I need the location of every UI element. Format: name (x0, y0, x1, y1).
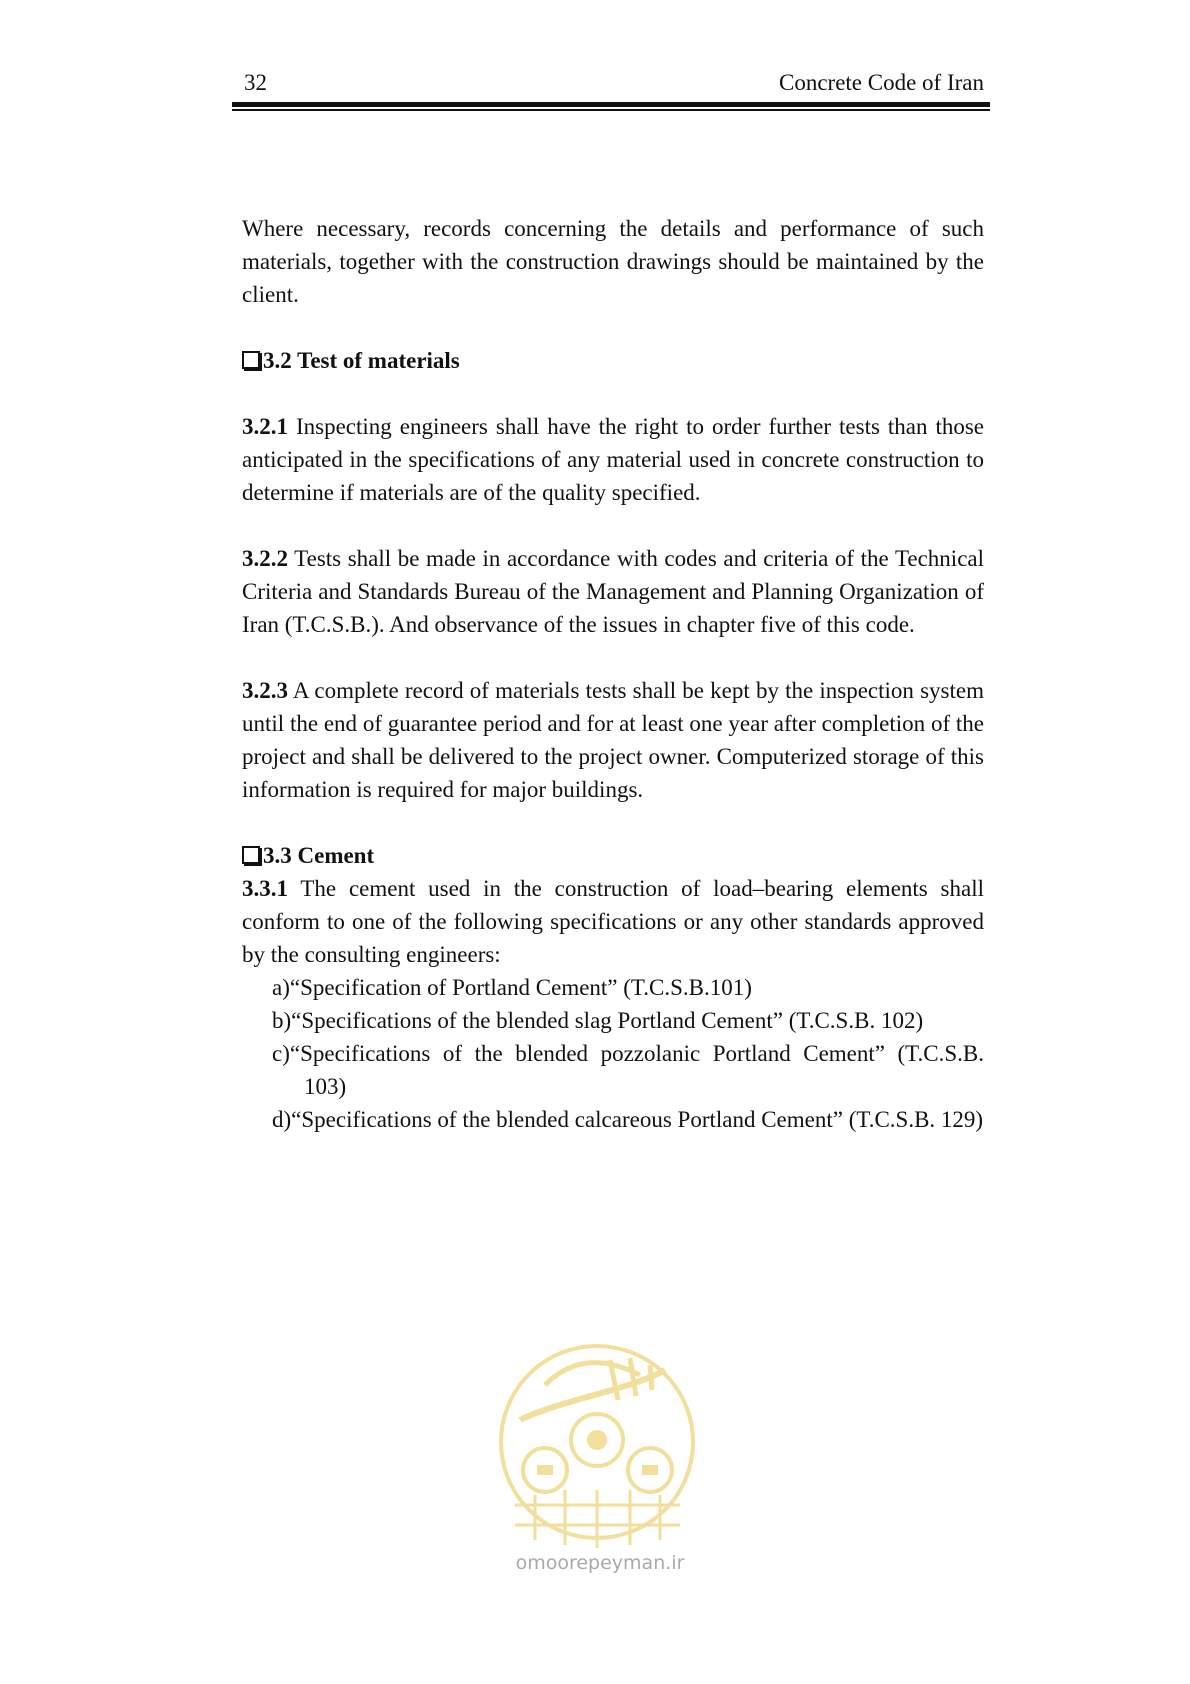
clause-number: 3.2.3 (242, 678, 288, 703)
header-rule-thin (232, 109, 990, 111)
paragraph-3-3-1 (242, 872, 984, 971)
list-item: b)“Specifications of the blended slag Portland Cement” (T.C.S.B. 102) (272, 1008, 924, 1033)
running-title: Concrete Code of Iran (778, 70, 984, 95)
page-number: 32 (244, 70, 267, 95)
list-item: a)“Specification of Portland Cement” (T.C.S.B.101) (272, 975, 752, 1000)
page-header (232, 70, 990, 98)
watermark-seal-icon (490, 1330, 705, 1560)
paragraph-3-2-3 (242, 674, 984, 806)
checkbox-square-icon (242, 846, 260, 864)
intro-paragraph: Where necessary, records concerning the details and performance of such materials, together with the construction drawings should be maintained by the client. (242, 216, 984, 307)
clause-text: Inspecting engineers shall have the right to order further tests than those anticipated in the specifications of any material used in concrete construction to determine if materials are of the quality specified. (242, 414, 984, 505)
clause-text: A complete record of materials tests shall be kept by the inspection system until the end of guarantee period and for at least one year after completion of the project and shall be delivered to the project owner. Computerized storage of this information is required for major buildings. (242, 678, 984, 802)
clause-number: 3.2.2 (242, 546, 288, 571)
section-heading-3-2 (242, 344, 984, 377)
clause-text: Tests shall be made in accordance with codes and criteria of the Technical Criteria and Standards Bureau of the Management and Planning Organization of Iran (T.C.S.B.). And observance of the issues in chapter five of this code. (242, 546, 984, 637)
paragraph-3-2-1 (242, 410, 984, 509)
clause-number: 3.3.1 (242, 876, 288, 901)
section-heading-3-3 (242, 839, 984, 872)
list-item: d)“Specifications of the blended calcareous Portland Cement” (T.C.S.B. 129) (272, 1107, 984, 1132)
section-title: 3.2 Test of materials (263, 348, 460, 373)
clause-text: The cement used in the construction of load–bearing elements shall conform to one of the following specifications or any other standards approved by the consulting engineers: (242, 876, 984, 967)
clause-number: 3.2.1 (242, 414, 288, 439)
section-title: 3.3 Cement (263, 843, 375, 868)
list-item: c)“Specifications of the blended pozzolanic Portland Cement” (T.C.S.B. 103) (272, 1041, 984, 1099)
cement-specification-list (242, 971, 984, 1136)
header-rule-thick (232, 102, 990, 107)
page-body (242, 212, 984, 1136)
checkbox-square-icon (242, 351, 260, 369)
watermark-text: omoorepeyman.ir (515, 1552, 685, 1574)
paragraph-3-2-2 (242, 542, 984, 641)
